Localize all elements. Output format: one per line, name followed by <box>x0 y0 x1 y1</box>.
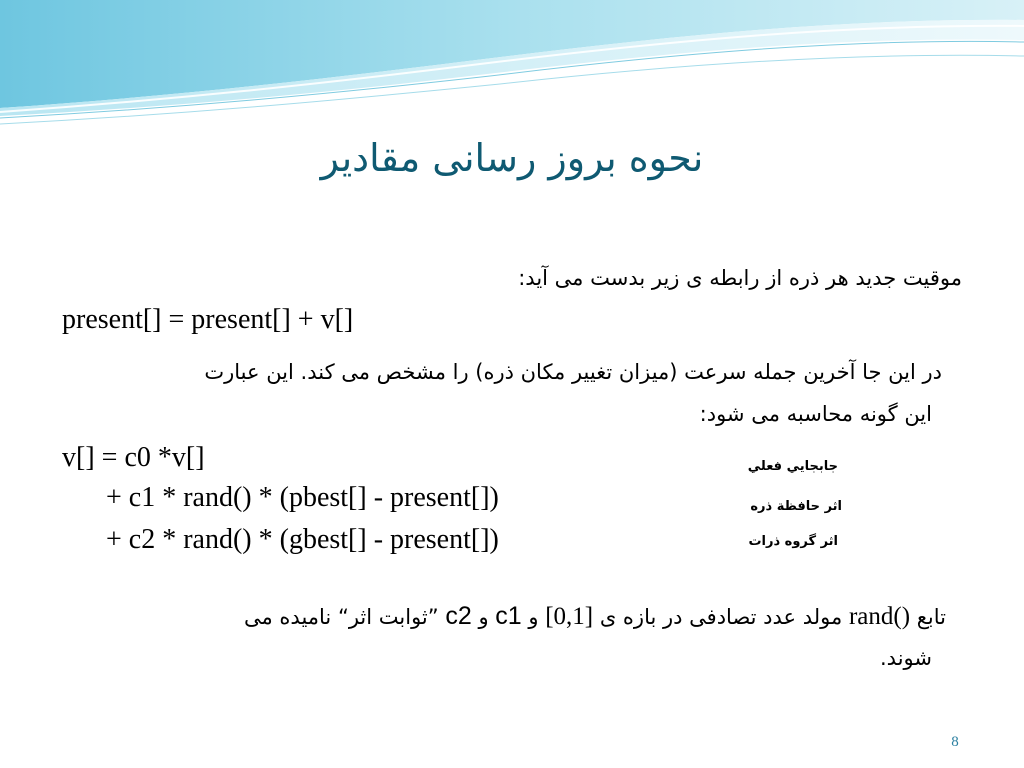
note-group-effect: اثر گروه ذرات <box>748 534 838 549</box>
rand-suffix: ”ثوابت اثر“ نامیده می <box>244 605 439 629</box>
formula-velocity: v[] = c0 *v[] <box>62 442 205 473</box>
and-1: و <box>528 605 539 629</box>
rand-desc: مولد عدد تصادفی در بازه ی <box>599 605 843 629</box>
body-line-computed: این گونه محاسبه می شود: <box>699 402 932 426</box>
body-line-position: موقیت جدید هر ذره از رابطه ی زیر بدست می آید: <box>518 266 962 290</box>
c2-symbol: c2 <box>445 602 472 630</box>
formula-c1-term: + c1 * rand() * (pbest[] - present[]) <box>106 482 499 513</box>
note-current-displacement: جابجايي فعلي <box>747 459 838 474</box>
and-2: و <box>478 605 489 629</box>
c1-symbol: c1 <box>495 602 522 630</box>
page-number: 8 <box>951 734 959 750</box>
body-line-rand <box>244 602 946 631</box>
formula-c2-term: + c2 * rand() * (gbest[] - present[]) <box>106 524 499 555</box>
slide-title: نحوه بروز رسانی مقادیر <box>320 136 704 180</box>
note-particle-memory: اثر حافظة ذره <box>750 499 842 514</box>
header-wave-decoration <box>0 0 1024 130</box>
rand-range: [0,1] <box>545 603 594 630</box>
rand-function: rand() <box>848 603 911 630</box>
rand-prefix: تابع <box>916 605 946 629</box>
formula-position-update: present[] = present[] + v[] <box>62 304 354 335</box>
body-line-velocity-desc: در این جا آخرین جمله سرعت (میزان تغییر مکان ذره) را مشخص می کند. این عبارت <box>204 360 942 384</box>
body-line-end: شوند. <box>880 646 932 670</box>
